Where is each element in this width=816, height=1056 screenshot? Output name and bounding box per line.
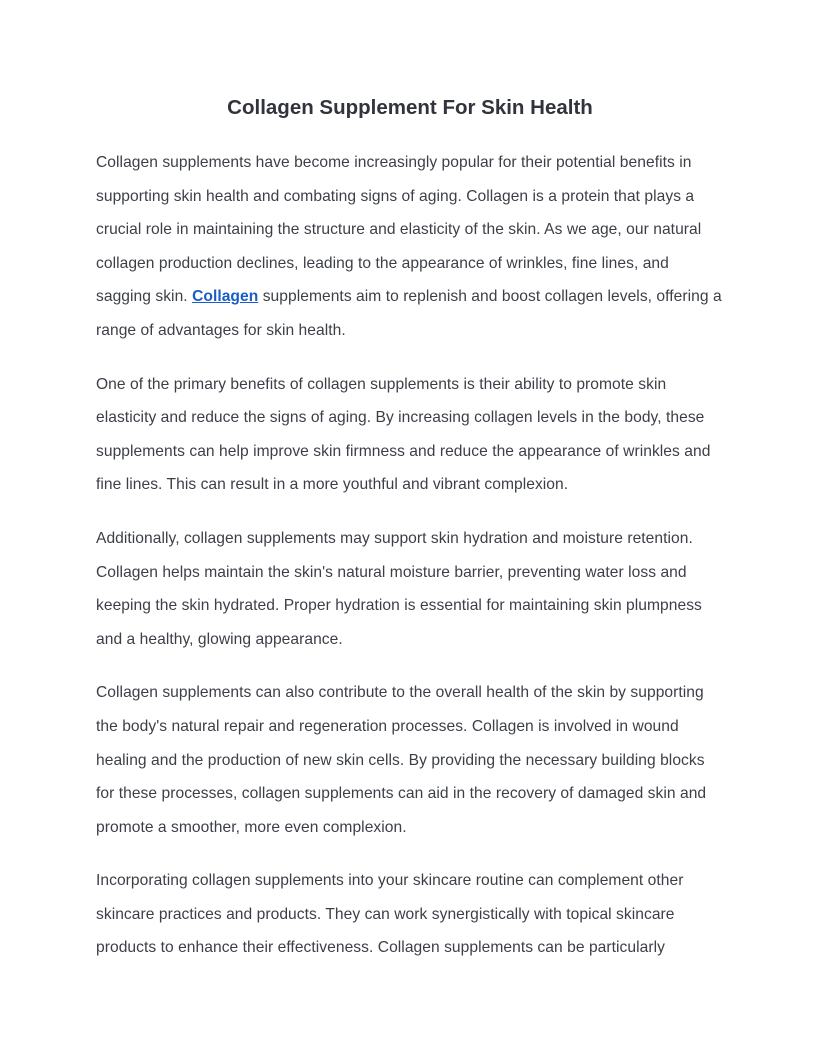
paragraph-intro-text-before: Collagen supplements have become increasingly popular for their potential benefits in supporting skin health and combating signs of aging. Collagen is a protein that plays a crucial role in maintaining the structure and elasticity of the skin. As we age, our natural collagen production declines, leading to the appearance of wrinkles, fine lines, and sagging skin. [96,154,702,306]
document-title: Collagen Supplement For Skin Health [227,96,593,119]
paragraph-elasticity: One of the primary benefits of collagen supplements is their ability to promote skin elasticity and reduce the signs of aging. By increasing collagen levels in the body, these supplements can help improve skin firmness and reduce the appearance of wrinkles and fine lines. This can result in a more youthful and vibrant complexion. [96,375,711,494]
paragraph-routine: Incorporating collagen supplements into your skincare routine can complement other skincare practices and products. They can work synergistically with topical skincare products to enhance their effectiveness. Collagen supplements can be particularly [96,872,684,957]
paragraph-repair: Collagen supplements can also contribute to the overall health of the skin by supporting the body's natural repair and regeneration processes. Collagen is involved in wound healing and the production of new skin cells. By providing the necessary building blocks for these processes, collagen supplements can aid in the recovery of damaged skin and promote a smoother, more even complexion. [96,684,707,836]
document-page [96,92,724,985]
paragraph-intro-text-after: supplements aim to replenish and boost collagen levels, offering a range of advantages for skin health. [96,288,722,339]
paragraph-hydration: Additionally, collagen supplements may support skin hydration and moisture retention. Collagen helps maintain the skin's natural moisture barrier, preventing water loss and keeping the skin hydrated. Proper hydration is essential for maintaining skin plumpness and a healthy, glowing appearance. [96,529,702,648]
paragraph-intro [96,146,724,348]
collagen-link[interactable]: Collagen [192,288,259,306]
